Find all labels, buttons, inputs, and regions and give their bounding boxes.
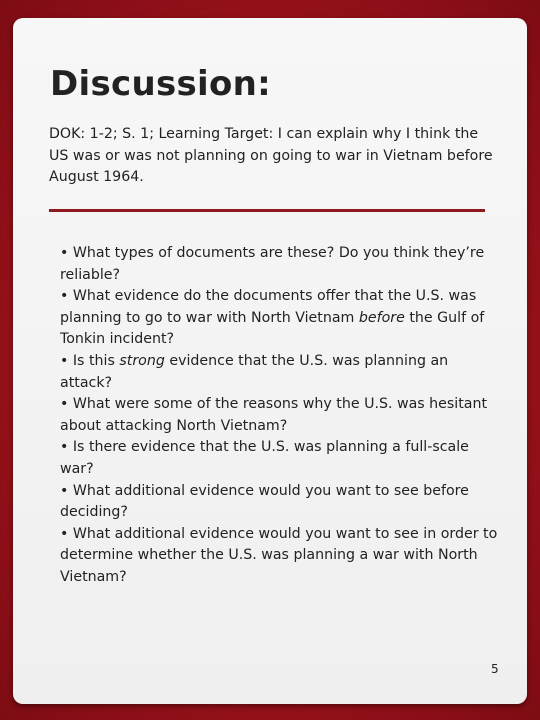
slide-card xyxy=(13,18,527,704)
question-text: • What were some of the reasons why the U.S. was hesitant about attacking North Vietnam? xyxy=(60,396,488,434)
question-item xyxy=(60,394,500,437)
question-item xyxy=(60,524,500,589)
question-text: • What additional evidence would you want to see before deciding? xyxy=(60,482,469,521)
divider-rule xyxy=(49,209,485,212)
discussion-questions xyxy=(60,243,500,589)
question-item xyxy=(60,437,500,480)
question-text: • Is there evidence that the U.S. was planning a full-scale war? xyxy=(60,439,469,477)
emphasis-text: strong xyxy=(119,352,165,369)
question-item xyxy=(60,351,500,394)
question-text: • What evidence do the documents offer that the U.S. was planning to go to war with North Vietnam xyxy=(60,288,477,326)
question-text: • What additional evidence would you want to see in order to determine whether the U.S. was planning a war with North Vietnam? xyxy=(60,525,498,585)
question-text: • What types of documents are these? Do you think they’re reliable? xyxy=(60,245,485,283)
page-number: 5 xyxy=(491,662,499,676)
question-text: • Is this xyxy=(60,352,120,369)
question-item xyxy=(60,286,500,351)
emphasis-text: before xyxy=(358,309,405,326)
learning-target: DOK: 1-2; S. 1; Learning Target: I can explain why I think the US was or was not planning on going to war in Vietnam before August 1964. xyxy=(49,126,493,185)
question-item xyxy=(60,243,500,286)
question-item xyxy=(60,481,500,524)
question-text: evidence that the U.S. was planning an attack? xyxy=(60,352,449,391)
question-text: the Gulf of Tonkin incident? xyxy=(60,309,485,348)
slide-title: Discussion: xyxy=(50,64,272,104)
